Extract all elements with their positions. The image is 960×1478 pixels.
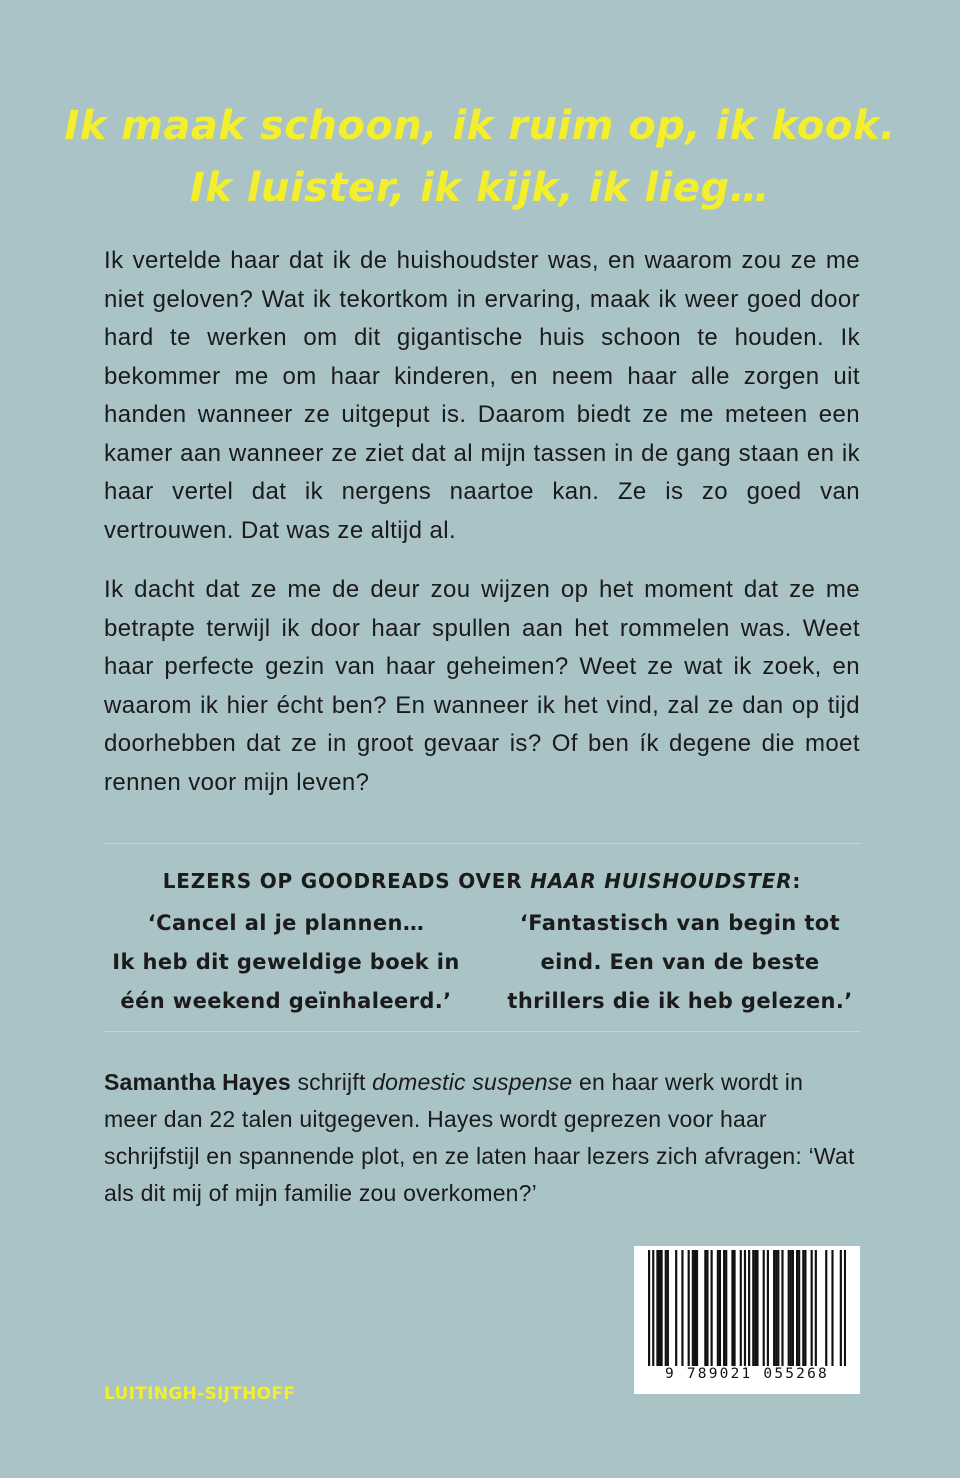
divider-top — [104, 843, 860, 844]
barcode-bar — [648, 1250, 650, 1366]
barcode-bar — [744, 1250, 746, 1366]
review-quote-2-line: ‘Fantastisch van begin tot — [519, 911, 841, 935]
barcode-bar — [681, 1250, 683, 1366]
barcode-bar — [831, 1250, 833, 1366]
barcode-bar — [688, 1250, 690, 1366]
tagline — [0, 95, 960, 219]
barcode-bar — [696, 1250, 698, 1366]
barcode-bar — [798, 1250, 800, 1366]
review-quote-1 — [95, 904, 477, 1021]
author-name: Samantha Hayes — [104, 1069, 291, 1095]
barcode-bar — [658, 1250, 660, 1366]
isbn-number: 9 789021 055268 — [665, 1366, 829, 1382]
barcode-bar — [796, 1250, 798, 1366]
barcode-bar — [825, 1250, 827, 1366]
barcode-bar — [811, 1250, 813, 1366]
barcode-bar — [844, 1250, 846, 1366]
reviews-heading-prefix: LEZERS OP GOODREADS OVER — [162, 869, 531, 893]
barcode-bar — [790, 1250, 792, 1366]
barcode-bar — [840, 1250, 842, 1366]
barcode-bar — [725, 1250, 727, 1366]
barcode-bar — [711, 1250, 713, 1366]
barcode-bar — [767, 1250, 769, 1366]
reviews-heading-suffix: : — [792, 869, 802, 893]
barcode-bar — [656, 1250, 658, 1366]
barcode-bar — [652, 1250, 654, 1366]
barcode-bar — [763, 1250, 765, 1366]
barcode-bar — [754, 1250, 756, 1366]
review-quote-1-line: ‘Cancel al je plannen… — [147, 911, 425, 935]
barcode-bar — [788, 1250, 790, 1366]
barcode-bar — [694, 1250, 696, 1366]
barcode-bar — [781, 1250, 783, 1366]
review-quote-1-line: Ik heb dit geweldige boek in — [112, 950, 460, 974]
barcode-bar — [777, 1250, 779, 1366]
divider-bottom — [104, 1031, 860, 1032]
review-quote-1-line: één weekend geïnhaleerd.’ — [120, 989, 452, 1013]
reviews-heading-book-title: HAAR HUISHOUDSTER — [530, 869, 793, 893]
barcode-bar — [752, 1250, 754, 1366]
barcode-bar — [773, 1250, 775, 1366]
tagline-line-1: Ik maak schoon, ik ruim op, ik kook. — [64, 103, 896, 149]
bio-text-2: en haar werk wordt in meer dan 22 talen uitgegeven. Hayes wordt geprezen voor haar schrijfstijl en spannende plot, en ze laten haar lezers zich afvragen: ‘Wat als dit mij of mijn familie zou overkomen?’ — [104, 1069, 855, 1206]
barcode-bar — [661, 1250, 663, 1366]
reviews-heading — [104, 866, 860, 896]
review-quote-2 — [490, 904, 870, 1021]
bio-genre: domestic suspense — [372, 1069, 573, 1095]
blurb-paragraph-1: Ik vertelde haar dat ik de huishoudster was, en waarom zou ze me niet geloven? Wat ik tekortkom in ervaring, maak ik weer goed door hard te werken om dit gigantische huis schoon te houden. Ik bekommer me om haar kinderen, en neem haar alle zorgen uit handen wanneer ze uitgeput is. Daarom biedt ze me meteen een kamer aan wanneer ze ziet dat al mijn tassen in de gang staan en ik haar vertel dat ik nergens naartoe kan. Ze is zo goed van vertrouwen. Dat was ze altijd al. — [104, 247, 860, 544]
review-quote-2-line: eind. Een van de beste — [540, 950, 820, 974]
author-bio — [104, 1064, 860, 1212]
barcode-bar — [775, 1250, 777, 1366]
barcode-bar — [717, 1250, 719, 1366]
barcode-bar — [675, 1250, 677, 1366]
barcode-bar — [748, 1250, 750, 1366]
barcode-bar — [704, 1250, 706, 1366]
barcode-bar — [719, 1250, 721, 1366]
barcode-bar — [667, 1250, 669, 1366]
barcode-bar — [815, 1250, 817, 1366]
barcode-bar — [792, 1250, 794, 1366]
barcode-bar — [706, 1250, 708, 1366]
barcode-bar — [731, 1250, 733, 1366]
barcode-bars — [648, 1250, 846, 1366]
blurb-paragraph-2: Ik dacht dat ze me de deur zou wijzen op het moment dat ze me betrapte terwijl ik door haar spullen aan het rommelen was. Weet haar perfecte gezin van haar geheimen? Weet ze wat ik zoek, en waarom ik hier écht ben? En wanneer ik het vind, zal ze dan op tijd doorhebben dat ze in groot gevaar is? Of ben ík degene die moet rennen voor mijn leven? — [104, 576, 860, 796]
barcode-bar — [723, 1250, 725, 1366]
tagline-line-2: Ik luister, ik kijk, ik lieg… — [189, 165, 771, 211]
barcode — [634, 1246, 860, 1394]
barcode-bar — [733, 1250, 735, 1366]
barcode-bar — [804, 1250, 806, 1366]
barcode-bar — [802, 1250, 804, 1366]
publisher-logo: LUITINGH-SIJTHOFF — [104, 1384, 296, 1404]
barcode-bar — [756, 1250, 758, 1366]
barcode-bar — [665, 1250, 667, 1366]
review-quote-2-line: thrillers die ik heb gelezen.’ — [507, 989, 853, 1013]
barcode-bar — [740, 1250, 742, 1366]
barcode-bar — [692, 1250, 694, 1366]
bio-text-1: schrijft — [290, 1069, 373, 1095]
